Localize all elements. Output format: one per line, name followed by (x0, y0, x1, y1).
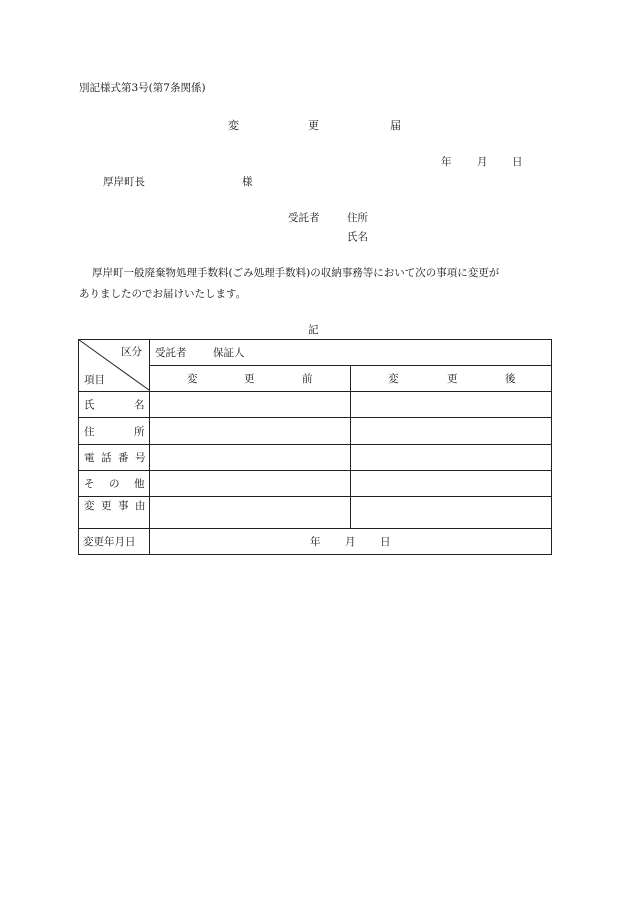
table-grid (78, 339, 552, 555)
before-header-char: 前 (302, 373, 313, 385)
before-header-char: 更 (244, 373, 255, 385)
after-header-char: 変 (388, 373, 399, 385)
change-notification-table (78, 339, 552, 555)
body-text-line-1: 厚岸町一般廃棄物処理手数料(ごみ処理手数料)の収納事務等において次の事項に変更が (92, 267, 500, 279)
date-day-label: 日 (512, 156, 523, 168)
addressee-name: 厚岸町長 (103, 176, 145, 188)
corner-item-label: 項目 (84, 374, 105, 386)
body-text-line-2: ありましたのでお届けいたします。 (79, 288, 247, 300)
row-label-char: 事 (118, 500, 129, 512)
addressee-honorific: 様 (242, 176, 253, 188)
row-label-char: 所 (134, 426, 145, 438)
title-char-3: 届 (390, 119, 401, 132)
footer-change-date-label: 変更年月日 (83, 536, 136, 548)
row-label-char: 電 (84, 452, 95, 464)
row-label-char: 更 (101, 500, 112, 512)
row-label-char: そ (84, 478, 95, 490)
category-option-trustee: 受託者 (155, 347, 187, 359)
after-header-char: 後 (505, 373, 516, 385)
footer-date-month: 月 (345, 536, 356, 548)
form-number-label: 別記様式第3号(第7条関係) (79, 82, 206, 94)
row-label-char: 号 (135, 452, 146, 464)
applicant-role-label: 受託者 (288, 212, 320, 224)
footer-date-day: 日 (380, 536, 391, 548)
category-option-guarantor: 保証人 (213, 347, 245, 359)
title-char-2: 更 (308, 119, 319, 132)
before-header-char: 変 (187, 373, 198, 385)
after-header-char: 更 (447, 373, 458, 385)
date-month-label: 月 (477, 156, 488, 168)
footer-date-year: 年 (310, 536, 321, 548)
title-char-1: 変 (228, 119, 239, 132)
record-label: 記 (308, 324, 319, 336)
row-label-char: 番 (118, 452, 129, 464)
row-label-char: 名 (134, 399, 145, 411)
row-label-char: 変 (84, 500, 95, 512)
row-label-char: 話 (101, 452, 112, 464)
corner-category-label: 区分 (121, 346, 142, 358)
row-label-char: 氏 (84, 399, 95, 411)
row-label-char: 住 (84, 426, 95, 438)
row-label-char: の (109, 478, 120, 490)
applicant-address-label: 住所 (347, 212, 368, 224)
date-year-label: 年 (441, 156, 452, 168)
row-label-char: 他 (134, 478, 145, 490)
row-label-char: 由 (135, 500, 146, 512)
applicant-name-label: 氏名 (347, 231, 368, 243)
